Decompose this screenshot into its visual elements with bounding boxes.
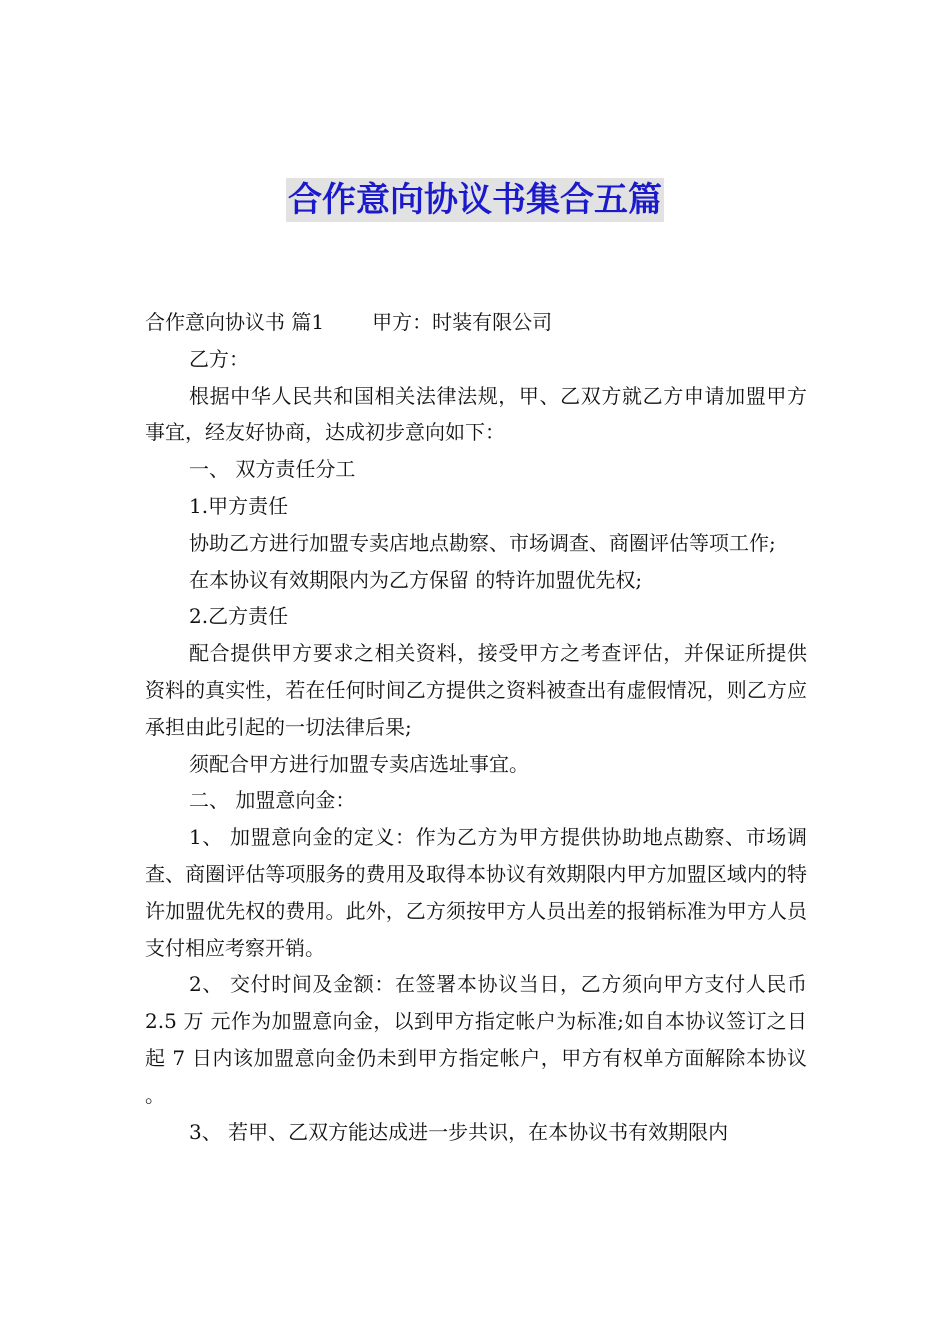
intro-line <box>145 304 807 341</box>
intro-heading: 合作意向协议书 篇1 <box>145 310 325 334</box>
document-title: 合作意向协议书集合五篇 <box>288 180 662 220</box>
title-container <box>0 178 950 222</box>
paragraph: 根据中华人民共和国相关法律法规，甲、乙双方就乙方申请加盟甲方事宜，经友好协商，达成初步意向如下： <box>145 383 807 445</box>
paragraph: 2、 交付时间及金额：在签署本协议当日，乙方须向甲方支付人民币 2.5 万 元作为加盟意向金，以到甲方指定帐户为标准;如自本协议签订之日起 7 日内该加盟意向金仍未到甲方指定帐户，甲方有权单方面解除本协议 。 <box>145 972 807 1107</box>
paragraph: 在本协议有效期限内为乙方保留 的特许加盟优先权; <box>189 567 643 592</box>
paragraph: 协助乙方进行加盟专卖店地点勘察、市场调查、商圈评估等项工作; <box>189 530 776 555</box>
paragraph: 乙方： <box>189 346 249 371</box>
subsection-heading: 1.甲方责任 <box>189 493 289 518</box>
subsection-heading: 2.乙方责任 <box>189 604 289 629</box>
paragraph: 1、 加盟意向金的定义：作为乙方为甲方提供协助地点勘察、市场调查、商圈评估等项服务的费用及取得本协议有效期限内甲方加盟区域内的特许加盟优先权的费用。此外，乙方须按甲方人员出差的报销标准为甲方人员支付相应考察开销。 <box>145 825 807 960</box>
party-a-line: 甲方：时装有限公司 <box>372 310 553 334</box>
section-heading: 一、 双方责任分工 <box>189 457 356 482</box>
document-body <box>145 304 807 1150</box>
paragraph: 3、 若甲、乙双方能达成进一步共识，在本协议书有效期限内 <box>189 1119 729 1144</box>
section-heading: 二、 加盟意向金： <box>189 788 356 813</box>
paragraph: 须配合甲方进行加盟专卖店选址事宜。 <box>189 751 529 776</box>
paragraph: 配合提供甲方要求之相关资料，接受甲方之考查评估，并保证所提供资料的真实性，若在任何时间乙方提供之资料被查出有虚假情况，则乙方应承担由此引起的一切法律后果; <box>145 641 807 739</box>
